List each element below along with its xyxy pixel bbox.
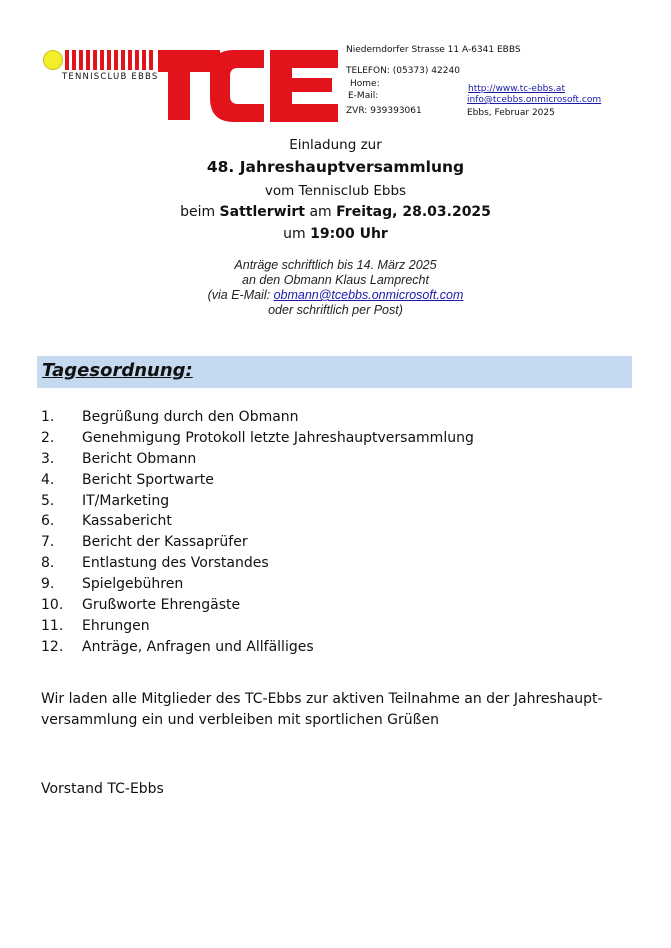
- agenda-item-number: 4.: [41, 471, 55, 488]
- email-label: E-Mail:: [348, 91, 379, 101]
- speed-stripes: [65, 50, 153, 70]
- agenda-heading: Tagesordnung:: [42, 360, 193, 381]
- agenda-item: [41, 491, 601, 512]
- agenda-item: [41, 449, 601, 470]
- agenda-item: [41, 511, 601, 532]
- agenda-item: [41, 532, 601, 553]
- time-line: [0, 226, 671, 242]
- closing-line-2: versammlung ein und verbleiben mit sportlichen Grüßen: [41, 712, 439, 728]
- agenda-item: [41, 407, 601, 428]
- agenda-item-text: Ehrungen: [82, 617, 150, 634]
- agenda-item-number: 10.: [41, 597, 64, 614]
- agenda-item-text: IT/Marketing: [82, 492, 170, 509]
- club-logo: [42, 48, 342, 124]
- agenda-item-number: 8.: [41, 555, 55, 572]
- agenda-item: [41, 553, 601, 574]
- motions-recipient: an den Obmann Klaus Lamprecht: [242, 273, 429, 287]
- agenda-item: [41, 470, 601, 491]
- tce-logo-graphic: [42, 48, 342, 124]
- agenda-item-number: 5.: [41, 492, 55, 509]
- meeting-time: 19:00 Uhr: [310, 226, 388, 242]
- agenda-item-text: Spielgebühren: [82, 576, 184, 593]
- agenda-item-number: 6.: [41, 513, 55, 530]
- time-prefix: um: [283, 226, 311, 242]
- tennis-ball-icon: [44, 51, 63, 70]
- email-link[interactable]: info@tcebbs.onmicrosoft.com: [467, 95, 602, 105]
- club-line: vom Tennisclub Ebbs: [264, 183, 407, 199]
- signature: Vorstand TC-Ebbs: [41, 781, 164, 797]
- agenda-item-number: 7.: [41, 534, 55, 551]
- agenda-item-text: Anträge, Anfragen und Allfälliges: [82, 638, 314, 655]
- agenda-item-number: 2.: [41, 429, 55, 446]
- agenda-item-number: 12.: [41, 638, 64, 655]
- zvr-number: ZVR: 939393061: [346, 106, 422, 116]
- agenda-item-number: 3.: [41, 450, 55, 467]
- meeting-title: 48. Jahreshauptversammlung: [206, 158, 465, 176]
- invitation-line: Einladung zur: [289, 137, 382, 153]
- agenda-item: [41, 428, 601, 449]
- place-date: Ebbs, Februar 2025: [467, 108, 555, 118]
- motions-email-prefix: (via E-Mail:: [207, 288, 274, 302]
- agenda-item-text: Bericht Obmann: [82, 450, 197, 467]
- agenda-item-number: 11.: [41, 617, 64, 634]
- motions-email-line: [0, 288, 671, 302]
- agenda-item-number: 9.: [41, 576, 55, 593]
- phone: TELEFON: (05373) 42240: [346, 66, 460, 76]
- venue-date-line: [0, 204, 671, 220]
- agenda-item-text: Entlastung des Vorstandes: [82, 555, 269, 572]
- motions-deadline: Anträge schriftlich bis 14. März 2025: [234, 258, 437, 272]
- closing-line-1: Wir laden alle Mitglieder des TC-Ebbs zur aktiven Teilnahme an der Jahreshaupt-: [41, 691, 603, 707]
- venue-prefix: beim: [180, 204, 220, 220]
- address: Niederndorfer Strasse 11 A-6341 EBBS: [346, 45, 521, 55]
- obmann-email-link[interactable]: obmann@tcebbs.onmicrosoft.com: [273, 288, 464, 302]
- club-name: TENNISCLUB EBBS: [62, 72, 159, 82]
- motions-post: oder schriftlich per Post): [268, 303, 403, 317]
- agenda-item-text: Begrüßung durch den Obmann: [82, 409, 299, 425]
- agenda-item: [41, 637, 601, 658]
- venue-mid: am: [305, 204, 337, 220]
- agenda-item-text: Bericht Sportwarte: [82, 471, 214, 488]
- agenda-item: [41, 616, 601, 637]
- home-label: Home:: [350, 79, 380, 89]
- meeting-date: Freitag, 28.03.2025: [336, 204, 491, 220]
- agenda-item: [41, 574, 601, 595]
- venue: Sattlerwirt: [219, 204, 305, 220]
- agenda-item: [41, 595, 601, 616]
- agenda-item-text: Bericht der Kassaprüfer: [82, 534, 248, 551]
- agenda-item-text: Genehmigung Protokoll letzte Jahreshauptversammlung: [82, 429, 474, 446]
- home-link[interactable]: http://www.tc-ebbs.at: [468, 84, 565, 94]
- agenda-item-text: Kassabericht: [82, 513, 172, 530]
- agenda-list: [41, 407, 601, 658]
- agenda-item-number: 1.: [41, 409, 55, 425]
- agenda-item-text: Grußworte Ehrengäste: [82, 597, 241, 614]
